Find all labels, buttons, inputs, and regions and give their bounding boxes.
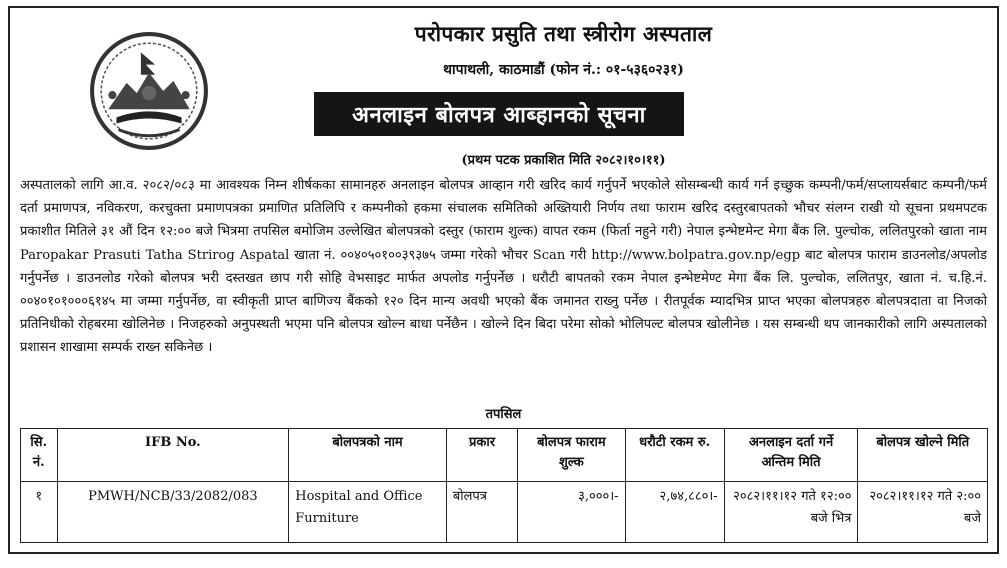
cell-opening-date: २०८२।११।१२ गते २:०० बजे [858,482,988,543]
publication-date: (प्रथम पटक प्रकाशित मिति २०८२।१०।११) [461,153,666,168]
header-opening-date: बोलपत्र खोल्ने मिति [858,429,988,482]
cell-last-date: २०८२।११।१२ गते १२:०० बजे भित्र [724,482,858,543]
schedule-title: तपसिल [485,407,522,422]
cell-sn: १ [21,482,58,543]
header-type: प्रकार [446,429,517,482]
cell-deposit: २,७४,८८०।- [625,482,724,543]
hospital-name: परोपकार प्रसुति तथा स्त्रीरोग अस्पताल [414,21,713,46]
table-row [21,482,988,543]
notice-body: अस्पतालको लागि आ.व. २०८२/०८३ मा आवश्यक निम्न शीर्षकका सामानहरु अनलाइन बोलपत्र आव्हान गरी खरिद कार्य गर्नुपर्ने भएकोले सोसम्बन्धी कार्य गर्न इच्छुक कम्पनी/फर्म/सप्लायर्सबाट कम्पनी/फर्म दर्ता प्रमाणपत्र, नविकरण, करचुक्ता प्रमाणपत्रका प्रमाणित प्रतिलिपि र कम्पनीको हकमा संचालक समितिको अख्तियारी निर्णय तथा फाराम खरिद दस्तुरबापतको भौचर संलग्न राखी यो सूचना प्रथमपटक प्रकाशीत मितिले ३१ औं दिन १२:०० बजे भित्रमा तपसिल बमोजिम उल्लेखित बोलपत्रको दस्तुर (फाराम शुल्क) वापत रकम (फिर्ता नहुने गरी) नेपाल इन्भेष्टमेन्ट मेगा बैंक लि. पुल्चोक, ललितपुरको खाता नाम Paropakar Prasuti Tatha Strirog Aspatal खाता नं. ००४०५०१००३९३७५ जम्मा गरेको भौचर Scan गरी http://www.bolpatra.gov.np/egp बाट बोलपत्र फाराम डाउनलोड/अपलोड गर्नुपर्नेछ । डाउनलोड गरेको बोलपत्र भरी दस्तखत छाप गरी सोहि वेभसाइट मार्फत अपलोड गर्नुपर्नेछ । धरौटी बापतको रकम नेपाल इन्भेष्टमेण्ट मेगा बैंक लि. पुल्चोक, ललितपुर, खाता नं. च.हि.नं. ००४०१०१०००६१४५ मा जम्मा गर्नुपर्नेछ, वा स्वीकृती प्राप्त बाणिज्य बैंकको १२० दिन मान्य अवधी भएको बैंक जमानत राख्नु पर्नेछ । रीतपूर्वक म्यादभित्र प्राप्त भएका बोलपत्रहरु बोलपत्रदाता वा निजको प्रतिनिधीको रोहबरमा खोलिनेछ । निजहरुको अनुपस्थती भएमा पनि बोलपत्र खोल्न बाधा पर्नेछैन । खोल्ने दिन बिदा परेमा सोको भोलिपल्ट बोलपत्र खोलीनेछ । यस सम्बन्धी थप जानकारीको लागि अस्पतालको प्रशासन शाखामा सम्पर्क राख्न सकिनेछ । [20,178,987,356]
header-deposit: धरौटी रकम रु. [625,429,724,482]
schedule-header-row [21,429,988,482]
cell-name: Hospital and Office Furniture [289,482,447,543]
cell-fee: ३,०००।- [518,482,625,543]
notice-page [8,6,999,554]
header-name: बोलपत्रको नाम [289,429,447,482]
cell-ifb: PMWH/NCB/33/2082/083 [57,482,289,543]
cell-type: बोलपत्र [446,482,517,543]
header-last-date: अनलाइन दर्ता गर्ने अन्तिम मिति [724,429,858,482]
notice-banner: अनलाइन बोलपत्र आब्हानको सूचना [314,92,684,136]
header-sn: सि. नं. [21,429,58,482]
nepal-government-emblem-icon [88,30,210,152]
schedule-table [20,428,988,543]
hospital-address: थापाथली, काठमाडौं (फोन नं.: ०१-५३६०२३१) [443,62,684,78]
header-fee: बोलपत्र फाराम शुल्क [518,429,625,482]
header-ifb: IFB No. [57,429,289,482]
